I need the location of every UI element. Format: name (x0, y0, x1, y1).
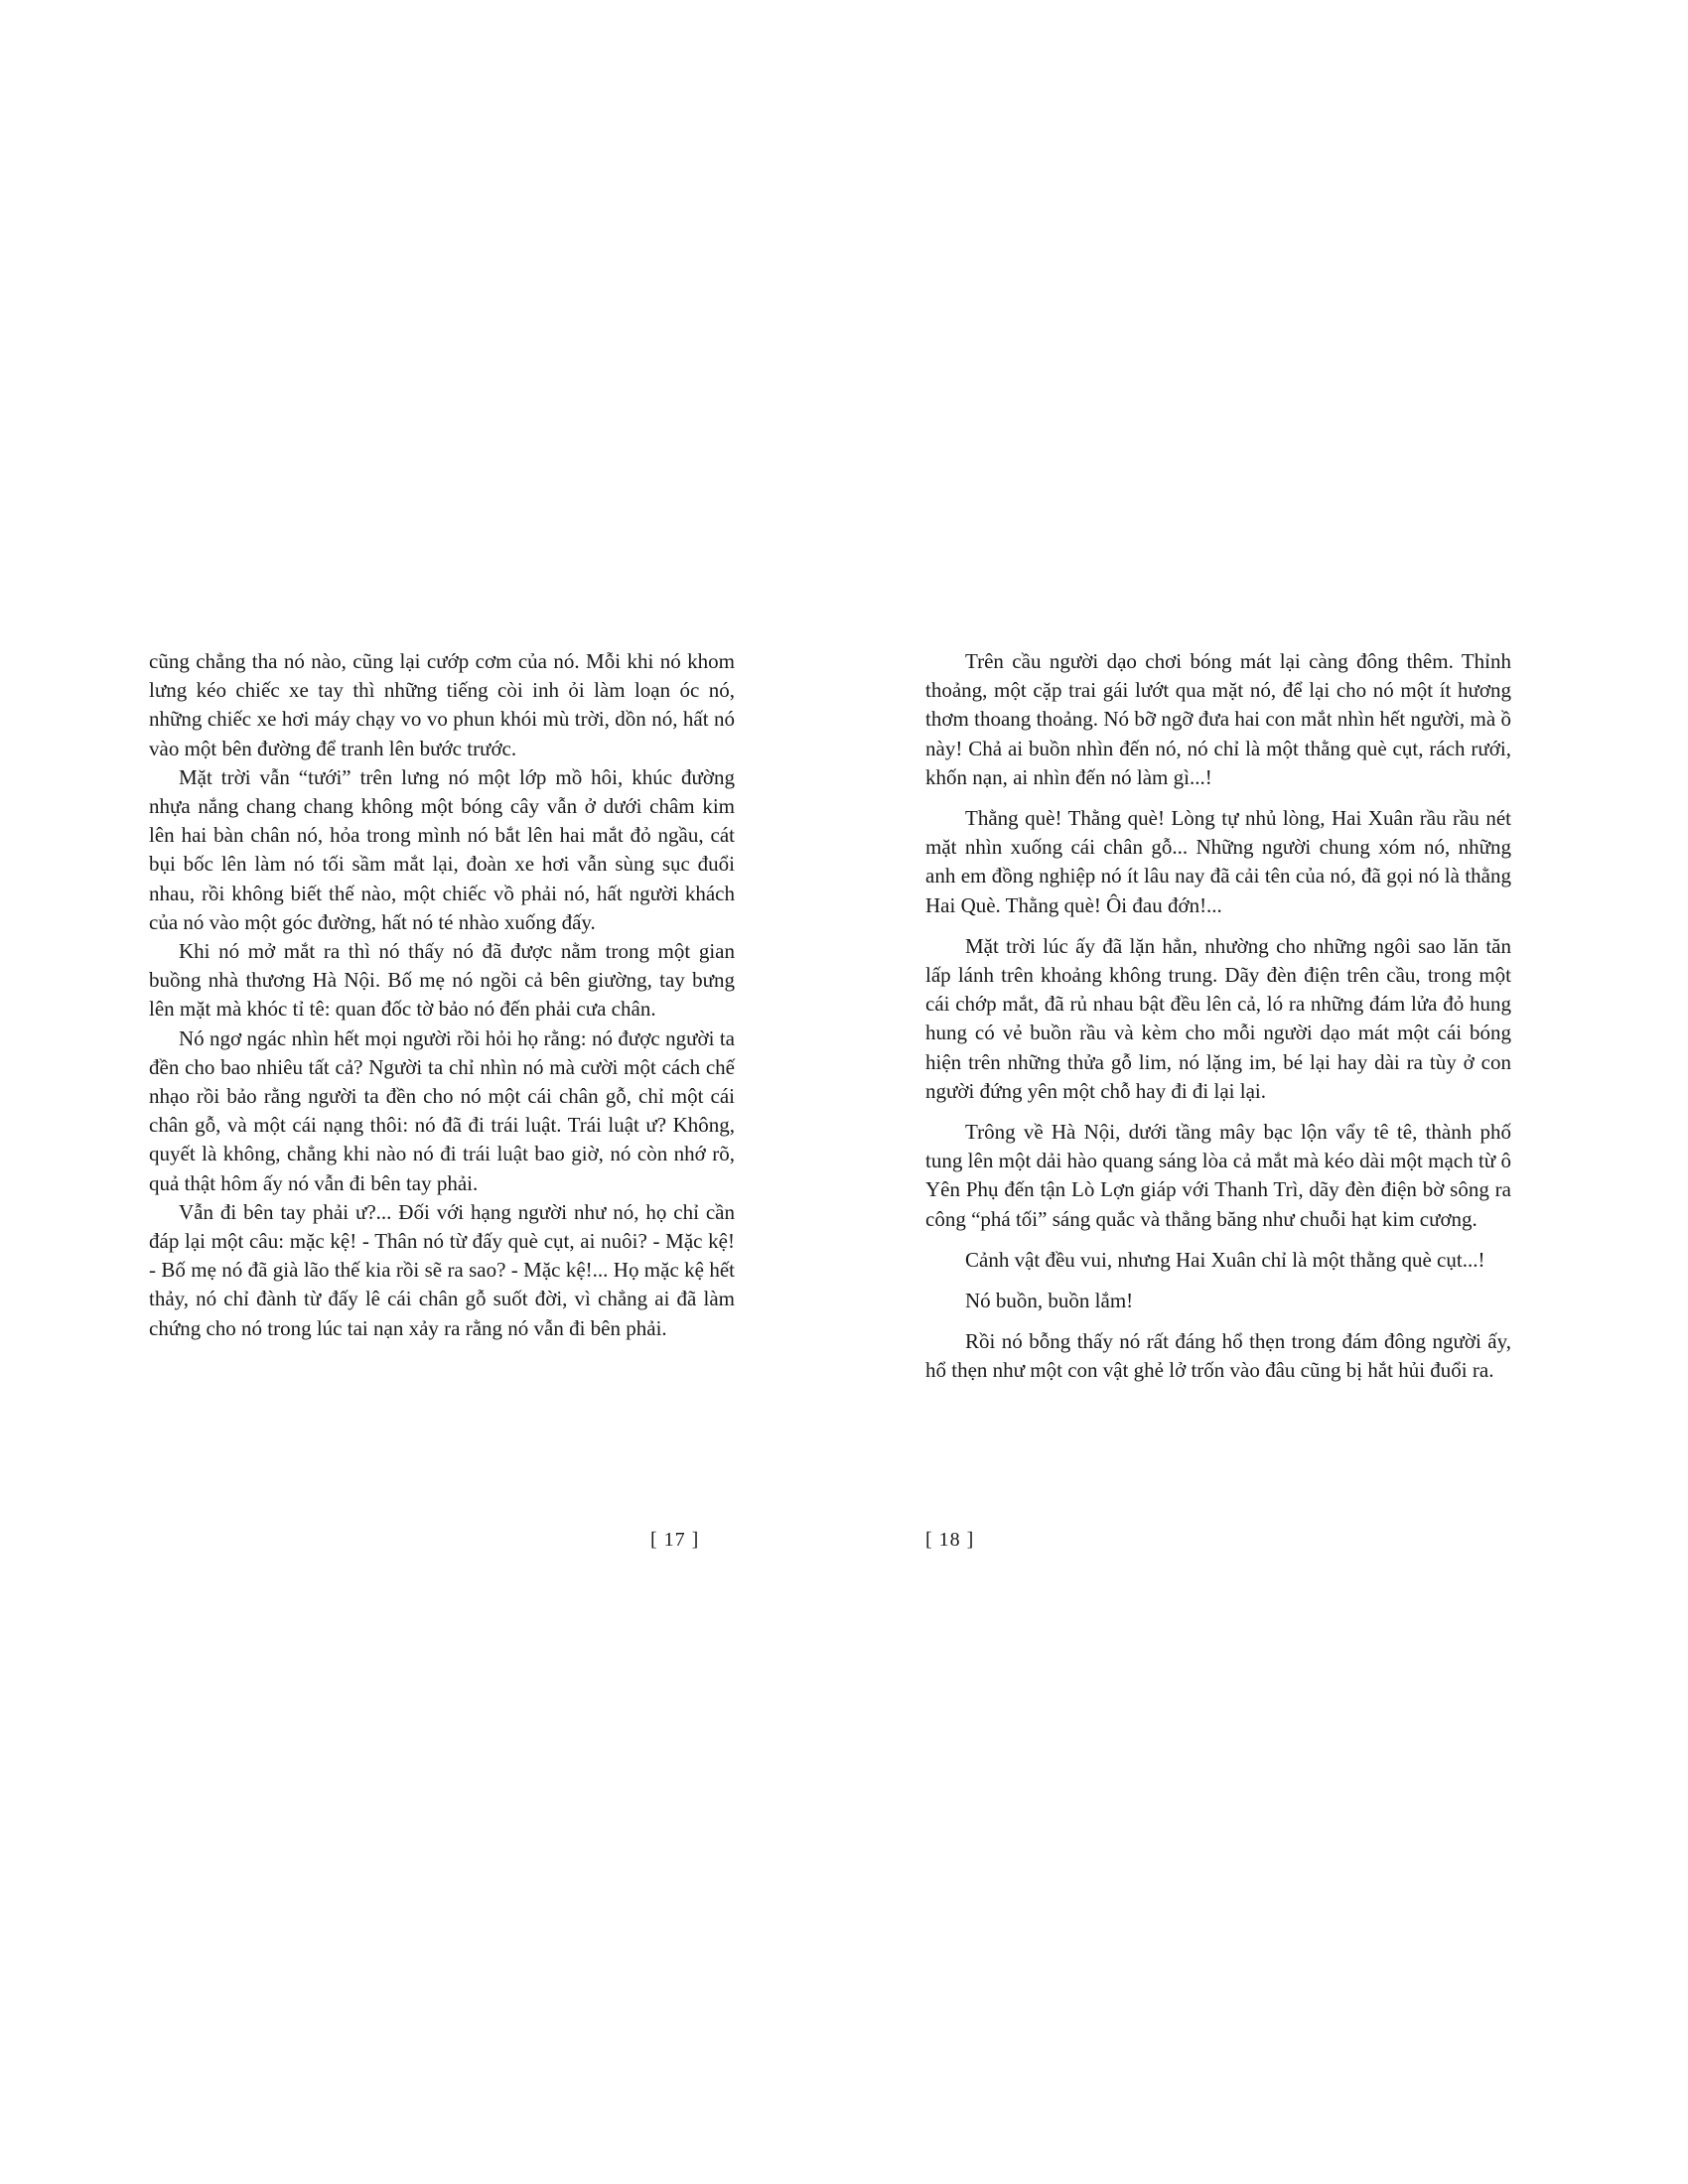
paragraph: Nó ngơ ngác nhìn hết mọi người rồi hỏi họ rằng: nó được người ta đền cho bao nhiêu tất cả? Người ta chỉ nhìn nó mà cười một cách chế nhạo rồi bảo rằng người ta đền cho nó một cái chân gỗ, chỉ một cái chân gỗ, và một cái nạng thôi: nó đã đi trái luật. Trái luật ư? Không, quyết là không, chẳng khi nào nó đi trái luật bao giờ, nó còn nhớ rõ, quả thật hôm ấy nó vẫn đi bên tay phải. (149, 1025, 735, 1195)
page-number-right: [ 18 ] (925, 1529, 975, 1551)
paragraph: Vẫn đi bên tay phải ư?... Đối với hạng người như nó, họ chỉ cần đáp lại một câu: mặc kệ! - Thân nó từ đấy què cụt, ai nuôi? - Mặc kệ! - Bố mẹ nó đã già lão thế kia rồi sẽ ra sao? - Mặc kệ!... Họ mặc kệ hết thảy, nó chỉ đành từ đấy lê cái chân gỗ suốt đời, vì chẳng ai đã làm chứng cho nó trong lúc tai nạn xảy ra rằng nó vẫn đi bên phải. (149, 1199, 735, 1340)
paragraph: Thằng què! Thằng què! Lòng tự nhủ lòng, Hai Xuân rầu rầu nét mặt nhìn xuống cái chân gỗ... Những người chung xóm nó, những anh em đồng nghiệp nó ít lâu nay đã cải tên của nó, đã gọi nó là thằng Hai Què. Thằng què! Ôi đau đớn!... (925, 806, 1511, 917)
paragraph: Khi nó mở mắt ra thì nó thấy nó đã được nằm trong một gian buồng nhà thương Hà Nội. Bố mẹ nó ngồi cả bên giường, tay bưng lên mặt mà khóc tỉ tê: quan đốc tờ bảo nó đến phải cưa chân. (149, 939, 735, 1022)
paragraph: Nó buồn, buồn lắm! (965, 1289, 1134, 1313)
paragraph: Rồi nó bỗng thấy nó rất đáng hổ thẹn trong đám đông người ấy, hổ thẹn như một con vật ghẻ lở trốn vào đâu cũng bị hắt hủi đuổi ra. (925, 1329, 1511, 1383)
paragraph: Mặt trời vẫn “tưới” trên lưng nó một lớp mồ hôi, khúc đường nhựa nắng chang chang không một bóng cây vẫn ở dưới châm kim lên hai bàn chân nó, hỏa trong mình nó bắt lên hai mắt đỏ ngầu, cát bụi bốc lên làm nó tối sầm mắt lại, đoàn xe hơi vẫn sùng sục đuổi nhau, rồi không biết thế nào, một chiếc vồ phải nó, hất người khách của nó vào một góc đường, hất nó té nhào xuống đấy. (149, 764, 735, 934)
page-number-left: [ 17 ] (650, 1529, 700, 1551)
paragraph: cũng chẳng tha nó nào, cũng lại cướp cơm của nó. Mỗi khi nó khom lưng kéo chiếc xe tay thì những tiếng còi inh ỏi làm loạn óc nó, những chiếc xe hơi máy chạy vo vo phun khói mù trời, dồn nó, hất nó vào một bên đường để tranh lên bước trước. (149, 649, 735, 760)
paragraph: Trên cầu người dạo chơi bóng mát lại càng đông thêm. Thỉnh thoảng, một cặp trai gái lướt qua mặt nó, để lại cho nó một ít hương thơm thoang thoảng. Nó bỡ ngỡ đưa hai con mắt nhìn hết người, mà ồ này! Chả ai buồn nhìn đến nó, nó chỉ là một thằng què cụt, rách rưới, khốn nạn, ai nhìn đến nó làm gì...! (925, 649, 1511, 789)
right-page (925, 647, 1511, 1398)
paragraph: Cảnh vật đều vui, nhưng Hai Xuân chỉ là một thằng què cụt...! (965, 1247, 1485, 1272)
paragraph: Mặt trời lúc ấy đã lặn hẳn, nhường cho những ngôi sao lăn tăn lấp lánh trên khoảng không trung. Dãy đèn điện trên cầu, trong một cái chớp mắt, đã rủ nhau bật đều lên cả, ló ra những đám lửa đỏ hung hung có vẻ buồn rầu và kèm cho mỗi người dạo mát một cái bóng hiện trên những thửa gỗ lim, nó lặng im, bé lại hay dài ra tùy ở con người đứng yên một chỗ hay đi đi lại lại. (925, 933, 1511, 1103)
left-page (149, 647, 735, 1343)
paragraph: Trông về Hà Nội, dưới tầng mây bạc lộn vẩy tê tê, thành phố tung lên một dải hào quang sáng lòa cả mắt mà kéo dài một mạch từ ô Yên Phụ đến tận Lò Lợn giáp với Thanh Trì, dãy đèn điện bờ sông ra công “phá tối” sáng quắc và thẳng băng như chuỗi hạt kim cương. (925, 1120, 1511, 1231)
